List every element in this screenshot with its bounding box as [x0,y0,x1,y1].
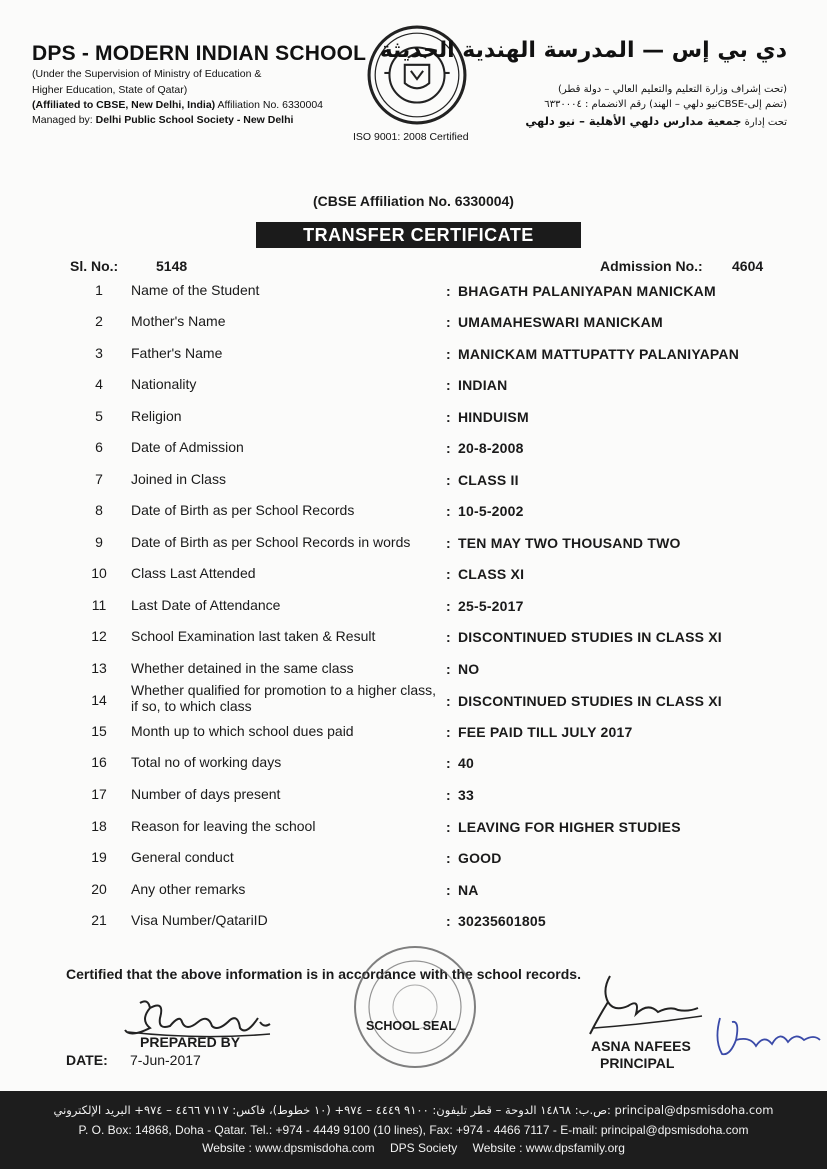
row-value: 25-5-2017 [458,598,524,614]
record-row [0,849,827,877]
row-number: 10 [91,565,107,581]
school-website-link[interactable]: Website : www.dpsmisdoha.com [202,1141,375,1155]
row-colon: : [446,661,451,677]
row-label: Father's Name [131,345,223,361]
cbse-affiliation: (CBSE Affiliation No. 6330004) [313,193,514,209]
row-value: 10-5-2002 [458,503,524,519]
row-number: 7 [95,471,103,487]
row-colon: : [446,819,451,835]
row-label: Name of the Student [131,282,260,298]
row-value: DISCONTINUED STUDIES IN CLASS XI [458,693,722,709]
issue-date: 7-Jun-2017 [130,1052,201,1068]
managed-prefix: Managed by: [32,114,93,126]
prepared-by-label: PREPARED BY [140,1034,241,1050]
row-number: 20 [91,881,107,897]
row-label: Nationality [131,376,197,392]
arabic-affiliation-line: (تضم إلى-CBSEنيو دلهي – الهند) رقم الانضمام : ٦٣٣٠٠٠٤ [544,99,787,110]
principal-signature [588,972,708,1040]
arabic-managed-society: جمعية مدارس دلهي الأهلية – نيو دلهي [525,114,742,128]
row-label: Last Date of Attendance [131,597,281,613]
record-row [0,818,827,846]
row-colon: : [446,535,451,551]
row-number: 16 [91,754,107,770]
row-value: UMAMAHESWARI MANICKAM [458,314,663,330]
row-number: 5 [95,408,103,424]
row-colon: : [446,283,451,299]
row-value: DISCONTINUED STUDIES IN CLASS XI [458,629,722,645]
row-label: Date of Birth as per School Records [131,502,355,518]
serial-number: 5148 [156,258,188,274]
row-colon: : [446,850,451,866]
school-name-english: DPS - MODERN INDIAN SCHOOL [32,42,367,65]
managed-by-line [32,114,293,126]
row-number: 2 [95,313,103,329]
row-label: Date of Birth as per School Records in words [131,534,411,550]
row-label: Religion [131,408,182,424]
row-colon: : [446,472,451,488]
date-label: DATE: [66,1052,108,1068]
record-row [0,345,827,373]
row-colon: : [446,346,451,362]
row-number: 8 [95,502,103,518]
row-label [131,682,446,714]
admission-number: 4604 [732,258,764,274]
row-label: School Examination last taken & Result [131,628,376,644]
row-number: 4 [95,376,103,392]
record-row [0,408,827,436]
row-colon: : [446,787,451,803]
row-colon: : [446,629,451,645]
row-colon: : [446,377,451,393]
row-value: FEE PAID TILL JULY 2017 [458,724,633,740]
record-row [0,565,827,593]
row-value: NO [458,661,480,677]
supervision-line-2: Higher Education, State of Qatar) [32,84,188,96]
row-number: 13 [91,660,107,676]
row-colon: : [446,693,451,709]
row-number: 9 [95,534,103,550]
row-value: 30235601805 [458,913,546,929]
record-row [0,282,827,310]
affiliation-number: Affiliation No. 6330004 [217,99,323,111]
record-row [0,502,827,530]
row-value: CLASS XI [458,566,525,582]
footer-english-contact: P. O. Box: 14868, Doha - Qatar. Tel.: +974 - 4449 9100 (10 lines), Fax: +974 - 4466 7117 - E-mail: principal@dpsmisdoha.com [78,1123,749,1137]
row-colon: : [446,440,451,456]
row-colon: : [446,409,451,425]
affiliation-line [32,99,323,111]
arabic-managed-line [525,114,787,128]
row-colon: : [446,755,451,771]
arabic-supervision-line: (تحت إشراف وزارة التعليم والتعليم العالي – دولة قطر) [557,84,787,95]
row-value: 20-8-2008 [458,440,524,456]
school-name-arabic: دي بي إس — المدرسة الهندية الحديثة [379,38,787,63]
row-value: NA [458,882,479,898]
row-label: Any other remarks [131,881,246,897]
row-number: 11 [91,597,107,613]
row-colon: : [446,503,451,519]
row-value: LEAVING FOR HIGHER STUDIES [458,819,681,835]
row-label: Visa Number/QatariID [131,912,268,928]
row-label-line-2: if so, to which class [131,698,252,714]
affiliation-bold: (Affiliated to CBSE, New Delhi, India) [32,99,216,111]
certification-statement: Certified that the above information is in accordance with the school records. [66,966,581,982]
record-row [0,439,827,467]
footer-arabic-contact: ص.ب: ١٤٨٦٨ الدوحة – قطر تليفون: ٩١٠٠ ٤٤٤٩ – ٩٧٤+ (١٠ خطوط)، فاكس: ٧١١٧ ٤٤٦٦ – ٩٧٤+ البريد الإلكتروني: principal@dpsmisdoha.com [53,1103,774,1117]
footer-contact-bar [0,1091,827,1169]
record-row [0,881,827,909]
arabic-managed-prefix: تحت إدارة [744,117,787,128]
row-colon: : [446,882,451,898]
record-row [0,376,827,404]
society-label: DPS Society [389,1141,458,1155]
record-row [0,628,827,656]
row-number: 6 [95,439,103,455]
record-row [0,313,827,341]
row-value: INDIAN [458,377,508,393]
row-label: Reason for leaving the school [131,818,316,834]
managed-by-society: Delhi Public School Society - New Delhi [95,114,294,126]
record-row [0,723,827,751]
row-label: Mother's Name [131,313,226,329]
record-row [0,534,827,562]
record-row [0,597,827,625]
row-label: Number of days present [131,786,281,802]
row-number: 14 [91,692,107,708]
society-website-link[interactable]: Website : www.dpsfamily.org [472,1141,625,1155]
serial-number-label: Sl. No.: [70,258,119,274]
admission-number-label: Admission No.: [600,258,703,274]
footer-websites [0,1141,827,1155]
row-value: BHAGATH PALANIYAPAN MANICKAM [458,283,716,299]
record-row [0,912,827,940]
principal-title: PRINCIPAL [600,1055,675,1071]
iso-certification: ISO 9001: 2008 Certified [353,131,469,143]
row-value: 33 [458,787,474,803]
certificate-title: TRANSFER CERTIFICATE [256,222,581,248]
row-label: Joined in Class [131,471,226,487]
record-row [0,754,827,782]
row-number: 19 [91,849,107,865]
row-label-line-1: Whether qualified for promotion to a higher class, [131,682,437,698]
row-number: 1 [95,282,103,298]
row-label: General conduct [131,849,234,865]
row-label: Month up to which school dues paid [131,723,354,739]
row-value: 40 [458,755,474,771]
row-number: 17 [91,786,107,802]
supervision-line-1: (Under the Supervision of Ministry of Education & [32,68,262,80]
school-seal-stamp [350,942,480,1072]
principal-name: ASNA NAFEES [591,1038,691,1054]
row-value: GOOD [458,850,502,866]
row-value: TEN MAY TWO THOUSAND TWO [458,535,681,551]
row-number: 21 [91,912,107,928]
row-number: 12 [91,628,107,644]
row-label: Date of Admission [131,439,244,455]
row-value: CLASS II [458,472,519,488]
record-row [0,786,827,814]
record-row [0,682,827,720]
row-label: Whether detained in the same class [131,660,354,676]
row-number: 3 [95,345,103,361]
row-number: 18 [91,818,107,834]
row-number: 15 [91,723,107,739]
row-value: HINDUISM [458,409,529,425]
row-colon: : [446,913,451,929]
row-label: Class Last Attended [131,565,256,581]
school-seal-label: SCHOOL SEAL [366,1019,457,1033]
row-colon: : [446,314,451,330]
row-colon: : [446,598,451,614]
row-value: MANICKAM MATTUPATTY PALANIYAPAN [458,346,740,362]
row-colon: : [446,566,451,582]
row-label: Total no of working days [131,754,282,770]
additional-signature [710,1010,825,1060]
row-colon: : [446,724,451,740]
record-row [0,471,827,499]
